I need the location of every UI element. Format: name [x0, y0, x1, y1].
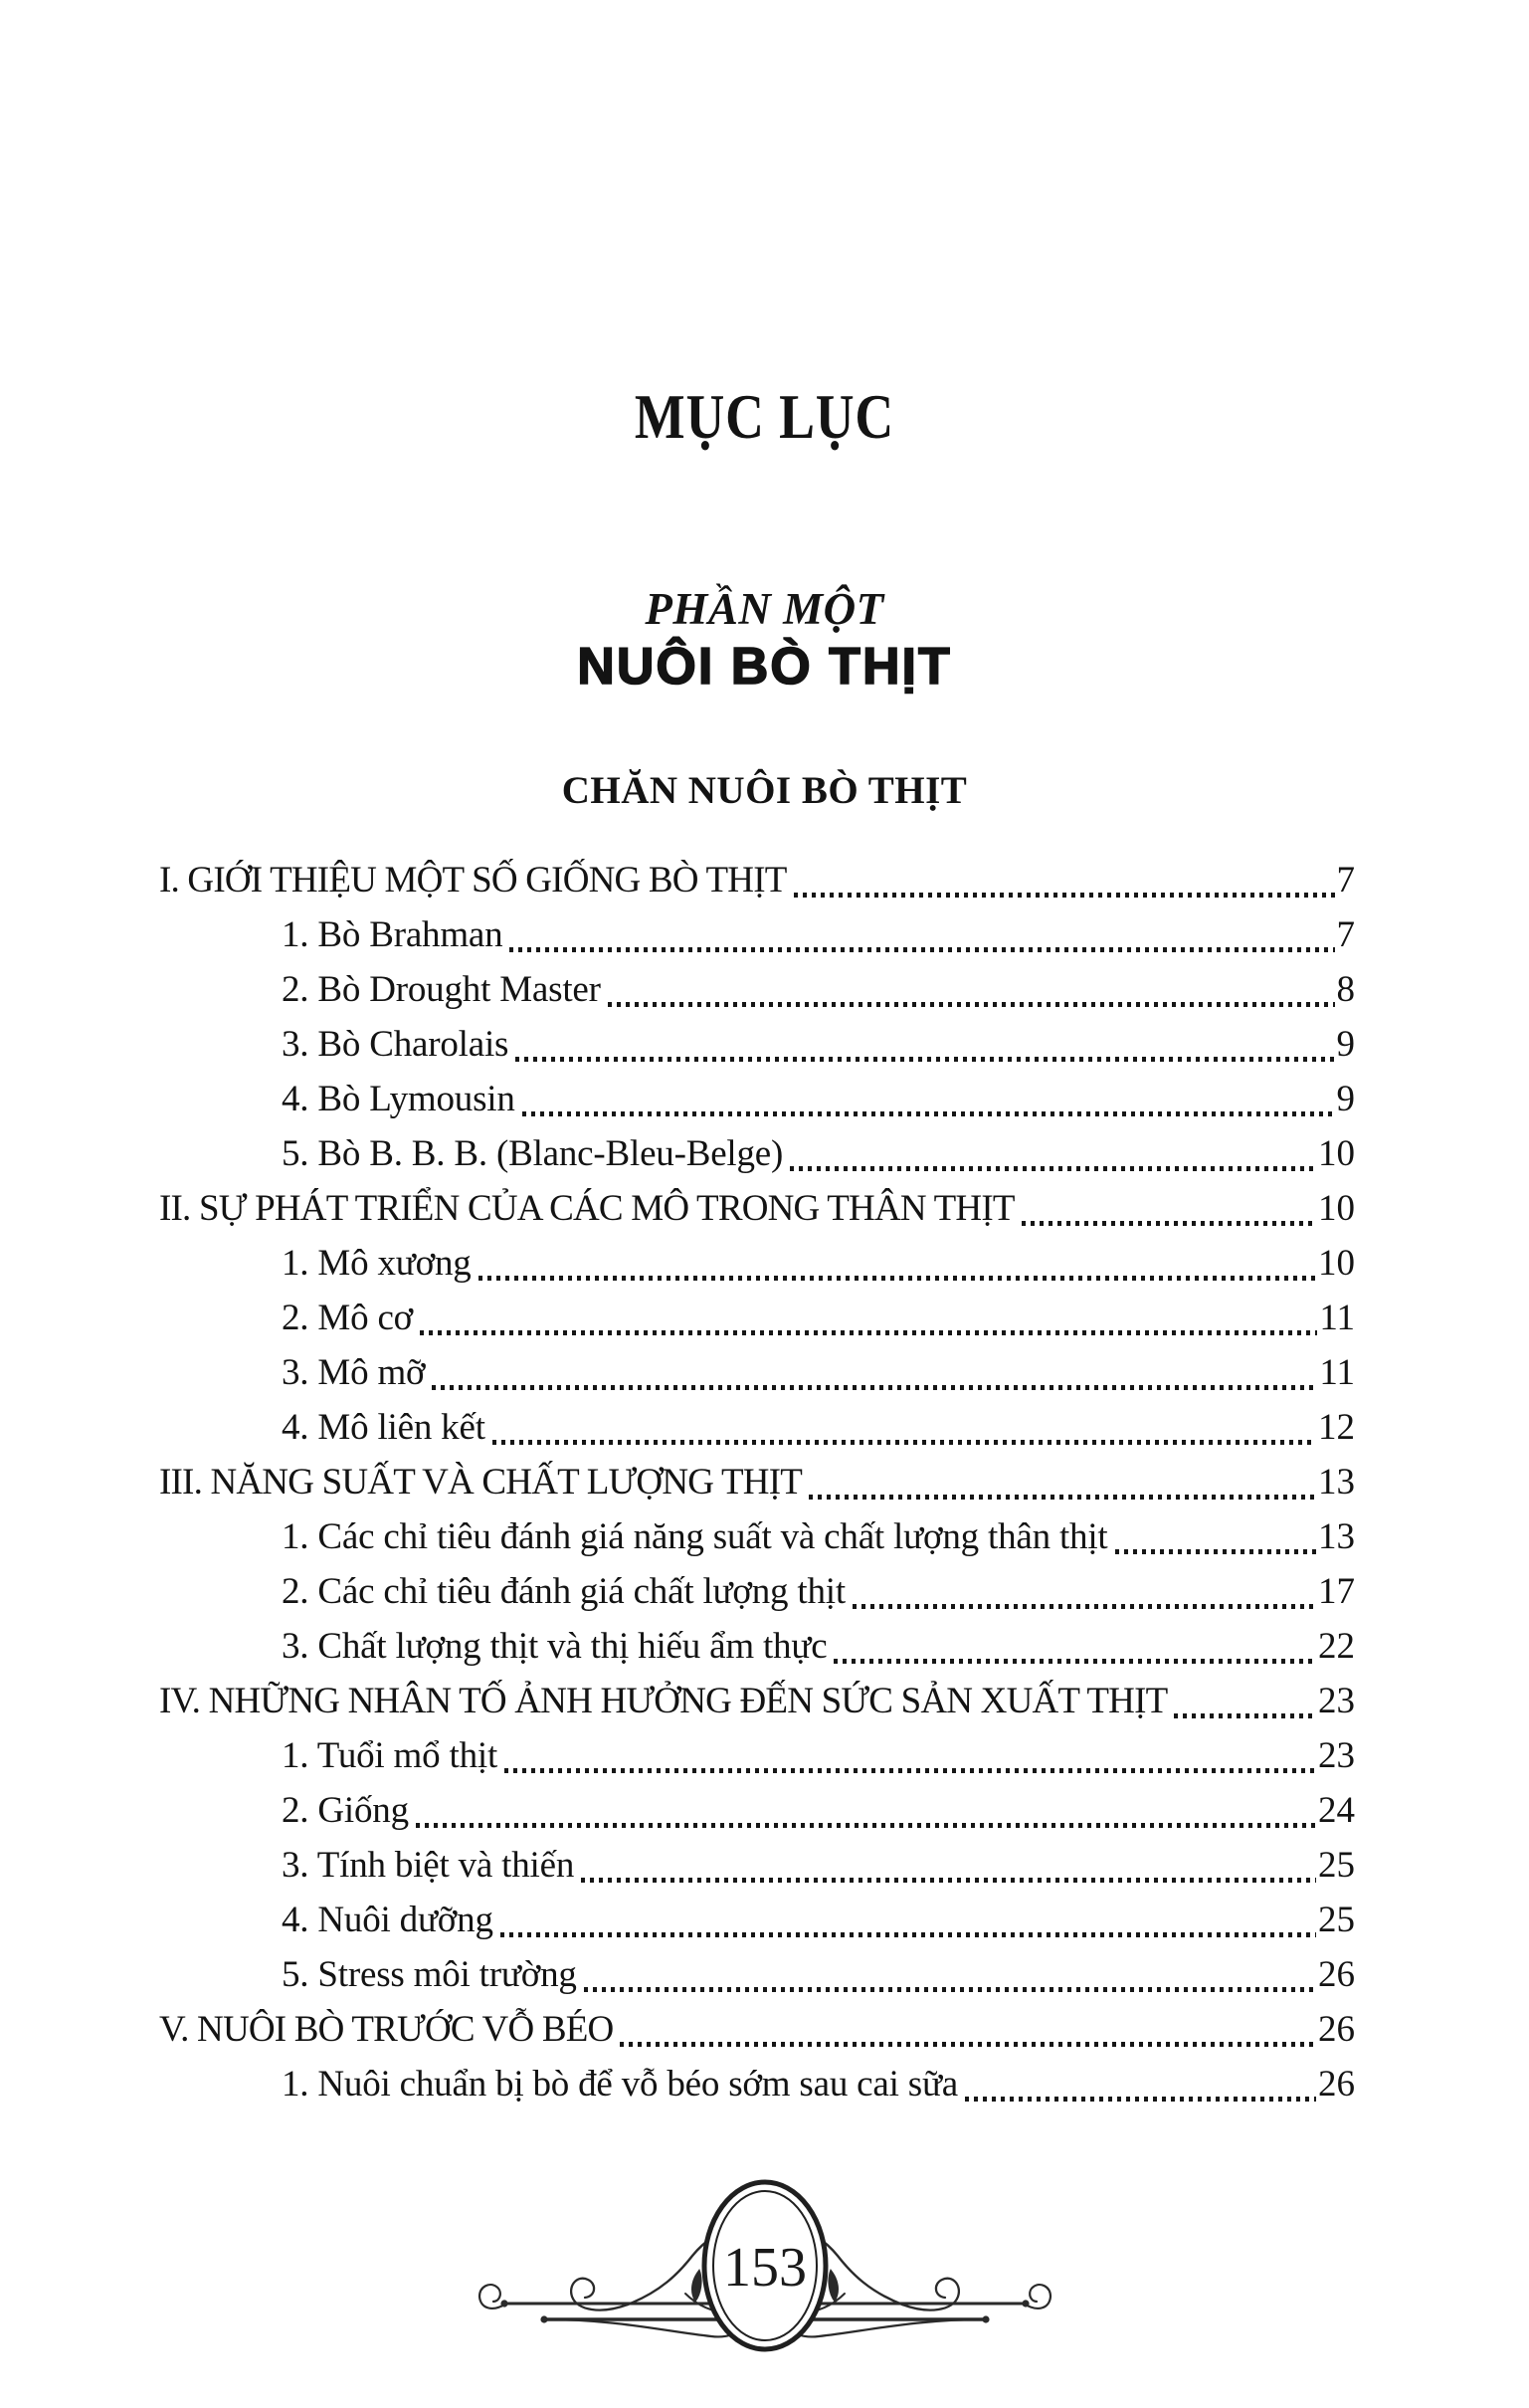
- toc-entry-label: 1. Các chỉ tiêu đánh giá năng suất và chất lượng thân thịt: [282, 1516, 1108, 1557]
- toc-entry: [159, 1181, 1355, 1236]
- toc-entry: [159, 1017, 1355, 1072]
- toc-entry-page: 7: [1336, 860, 1355, 901]
- toc-entry: [159, 1838, 1355, 1893]
- footer-ornament: [477, 2174, 1053, 2373]
- toc-leader-dots: [965, 2057, 1316, 2111]
- toc-leader-dots: [522, 1072, 1335, 1126]
- toc-entry-page: 23: [1318, 1735, 1355, 1776]
- toc-leader-dots: [509, 907, 1334, 962]
- toc-entry-page: 7: [1336, 914, 1355, 955]
- toc-entry: [159, 1345, 1355, 1400]
- toc-entry: [159, 2002, 1355, 2057]
- toc-entry-label: 5. Stress môi trường: [282, 1954, 577, 1995]
- toc-entry: [159, 1072, 1355, 1126]
- page-title-text: MỤC LỤC: [634, 381, 895, 452]
- toc-entry-label: 1. Tuổi mổ thịt: [282, 1735, 498, 1776]
- toc-entry-label: 1. Nuôi chuẩn bị bò để vỗ béo sớm sau cai sữa: [282, 2064, 959, 2105]
- toc-leader-dots: [492, 1400, 1316, 1455]
- toc-entry: [159, 1728, 1355, 1783]
- toc-entry-label: 2. Giống: [282, 1790, 409, 1831]
- toc-leader-dots: [620, 2002, 1316, 2057]
- toc-entry-label: V. NUÔI BÒ TRƯỚC VỖ BÉO: [159, 2009, 614, 2050]
- toc-leader-dots: [504, 1728, 1316, 1783]
- toc-entry: [159, 2057, 1355, 2111]
- toc-leader-dots: [581, 1838, 1316, 1893]
- toc-entry-page: 26: [1318, 2064, 1355, 2105]
- toc-entry-label: IV. NHỮNG NHÂN TỐ ẢNH HƯỞNG ĐẾN SỨC SẢN XUẤT THỊT: [159, 1681, 1168, 1721]
- toc-entry-page: 25: [1318, 1900, 1355, 1940]
- toc-leader-dots: [809, 1455, 1316, 1509]
- toc-entry-page: 11: [1319, 1352, 1355, 1393]
- toc-entry: [159, 907, 1355, 962]
- toc-entry-label: 5. Bò B. B. B. (Blanc-Bleu-Belge): [282, 1133, 784, 1174]
- toc-entry: [159, 1126, 1355, 1181]
- toc-entry-page: 24: [1318, 1790, 1355, 1831]
- toc-entry: [159, 1947, 1355, 2002]
- toc-entry-label: 3. Mô mỡ: [282, 1352, 426, 1393]
- toc-leader-dots: [790, 1126, 1316, 1181]
- toc-entry-page: 26: [1318, 1954, 1355, 1995]
- toc-entry-label: 1. Bò Brahman: [282, 914, 503, 955]
- toc-entry-label: 3. Bò Charolais: [282, 1024, 509, 1065]
- part-label: PHẦN MỘT: [645, 584, 884, 634]
- toc-entry-page: 8: [1336, 969, 1355, 1010]
- toc-leader-dots: [420, 1291, 1317, 1345]
- toc-entry-page: 12: [1318, 1407, 1355, 1448]
- toc-entry-label: 2. Các chỉ tiêu đánh giá chất lượng thịt: [282, 1571, 846, 1612]
- toc-entry: [159, 1893, 1355, 1947]
- toc-leader-dots: [1022, 1181, 1316, 1236]
- toc-entry-page: 11: [1319, 1298, 1355, 1338]
- toc-entry-label: III. NĂNG SUẤT VÀ CHẤT LƯỢNG THỊT: [159, 1462, 803, 1503]
- toc-entry-label: I. GIỚI THIỆU MỘT SỐ GIỐNG BÒ THỊT: [159, 860, 787, 901]
- toc-entry-label: 3. Tính biệt và thiến: [282, 1845, 575, 1886]
- toc-entry: [159, 1455, 1355, 1509]
- chapter-title: CHĂN NUÔI BÒ THỊT: [561, 769, 968, 812]
- toc-entry-page: 17: [1318, 1571, 1355, 1612]
- toc-entry: [159, 962, 1355, 1017]
- toc-entry-label: 4. Nuôi dưỡng: [282, 1900, 493, 1940]
- toc-entry-page: 13: [1318, 1462, 1355, 1503]
- toc-entry-label: 2. Mô cơ: [282, 1298, 414, 1338]
- toc-entry-page: 26: [1318, 2009, 1355, 2050]
- toc-leader-dots: [1115, 1509, 1317, 1564]
- toc-entry-label: 4. Mô liên kết: [282, 1407, 485, 1448]
- toc-entry-label: 3. Chất lượng thịt và thị hiếu ẩm thực: [282, 1626, 828, 1667]
- toc-leader-dots: [584, 1947, 1316, 2002]
- toc-entry: [159, 1783, 1355, 1838]
- toc-entry: [159, 1509, 1355, 1564]
- toc-entry: [159, 853, 1355, 907]
- toc-leader-dots: [853, 1564, 1316, 1619]
- footer-page-number: 153: [722, 2237, 807, 2299]
- toc-entry: [159, 1400, 1355, 1455]
- toc-leader-dots: [834, 1619, 1316, 1674]
- toc-entry-label: 2. Bò Drought Master: [282, 969, 601, 1010]
- toc-leader-dots: [500, 1893, 1316, 1947]
- toc-leader-dots: [432, 1345, 1317, 1400]
- toc-entry-page: 25: [1318, 1845, 1355, 1886]
- toc-entry: [159, 1236, 1355, 1291]
- toc-entry-page: 10: [1318, 1243, 1355, 1284]
- table-of-contents: [159, 853, 1355, 2111]
- part-title: NUÔI BÒ THỊT: [577, 638, 952, 696]
- toc-leader-dots: [515, 1017, 1334, 1072]
- toc-entry-page: 9: [1336, 1024, 1355, 1065]
- toc-entry-label: 1. Mô xương: [282, 1243, 472, 1284]
- toc-entry-label: 4. Bò Lymousin: [282, 1079, 515, 1119]
- toc-entry-page: 13: [1318, 1516, 1355, 1557]
- toc-entry-label: II. SỰ PHÁT TRIỂN CỦA CÁC MÔ TRONG THÂN THỊT: [159, 1188, 1015, 1229]
- toc-entry-page: 10: [1318, 1188, 1355, 1229]
- toc-leader-dots: [416, 1783, 1316, 1838]
- toc-leader-dots: [608, 962, 1335, 1017]
- toc-entry-page: 23: [1318, 1681, 1355, 1721]
- toc-leader-dots: [478, 1236, 1316, 1291]
- toc-leader-dots: [794, 853, 1335, 907]
- toc-entry: [159, 1619, 1355, 1674]
- toc-entry: [159, 1564, 1355, 1619]
- toc-entry-page: 10: [1318, 1133, 1355, 1174]
- toc-entry: [159, 1291, 1355, 1345]
- toc-entry-page: 9: [1336, 1079, 1355, 1119]
- toc-leader-dots: [1174, 1674, 1316, 1728]
- toc-entry: [159, 1674, 1355, 1728]
- page-title: [0, 380, 1529, 454]
- toc-entry-page: 22: [1318, 1626, 1355, 1667]
